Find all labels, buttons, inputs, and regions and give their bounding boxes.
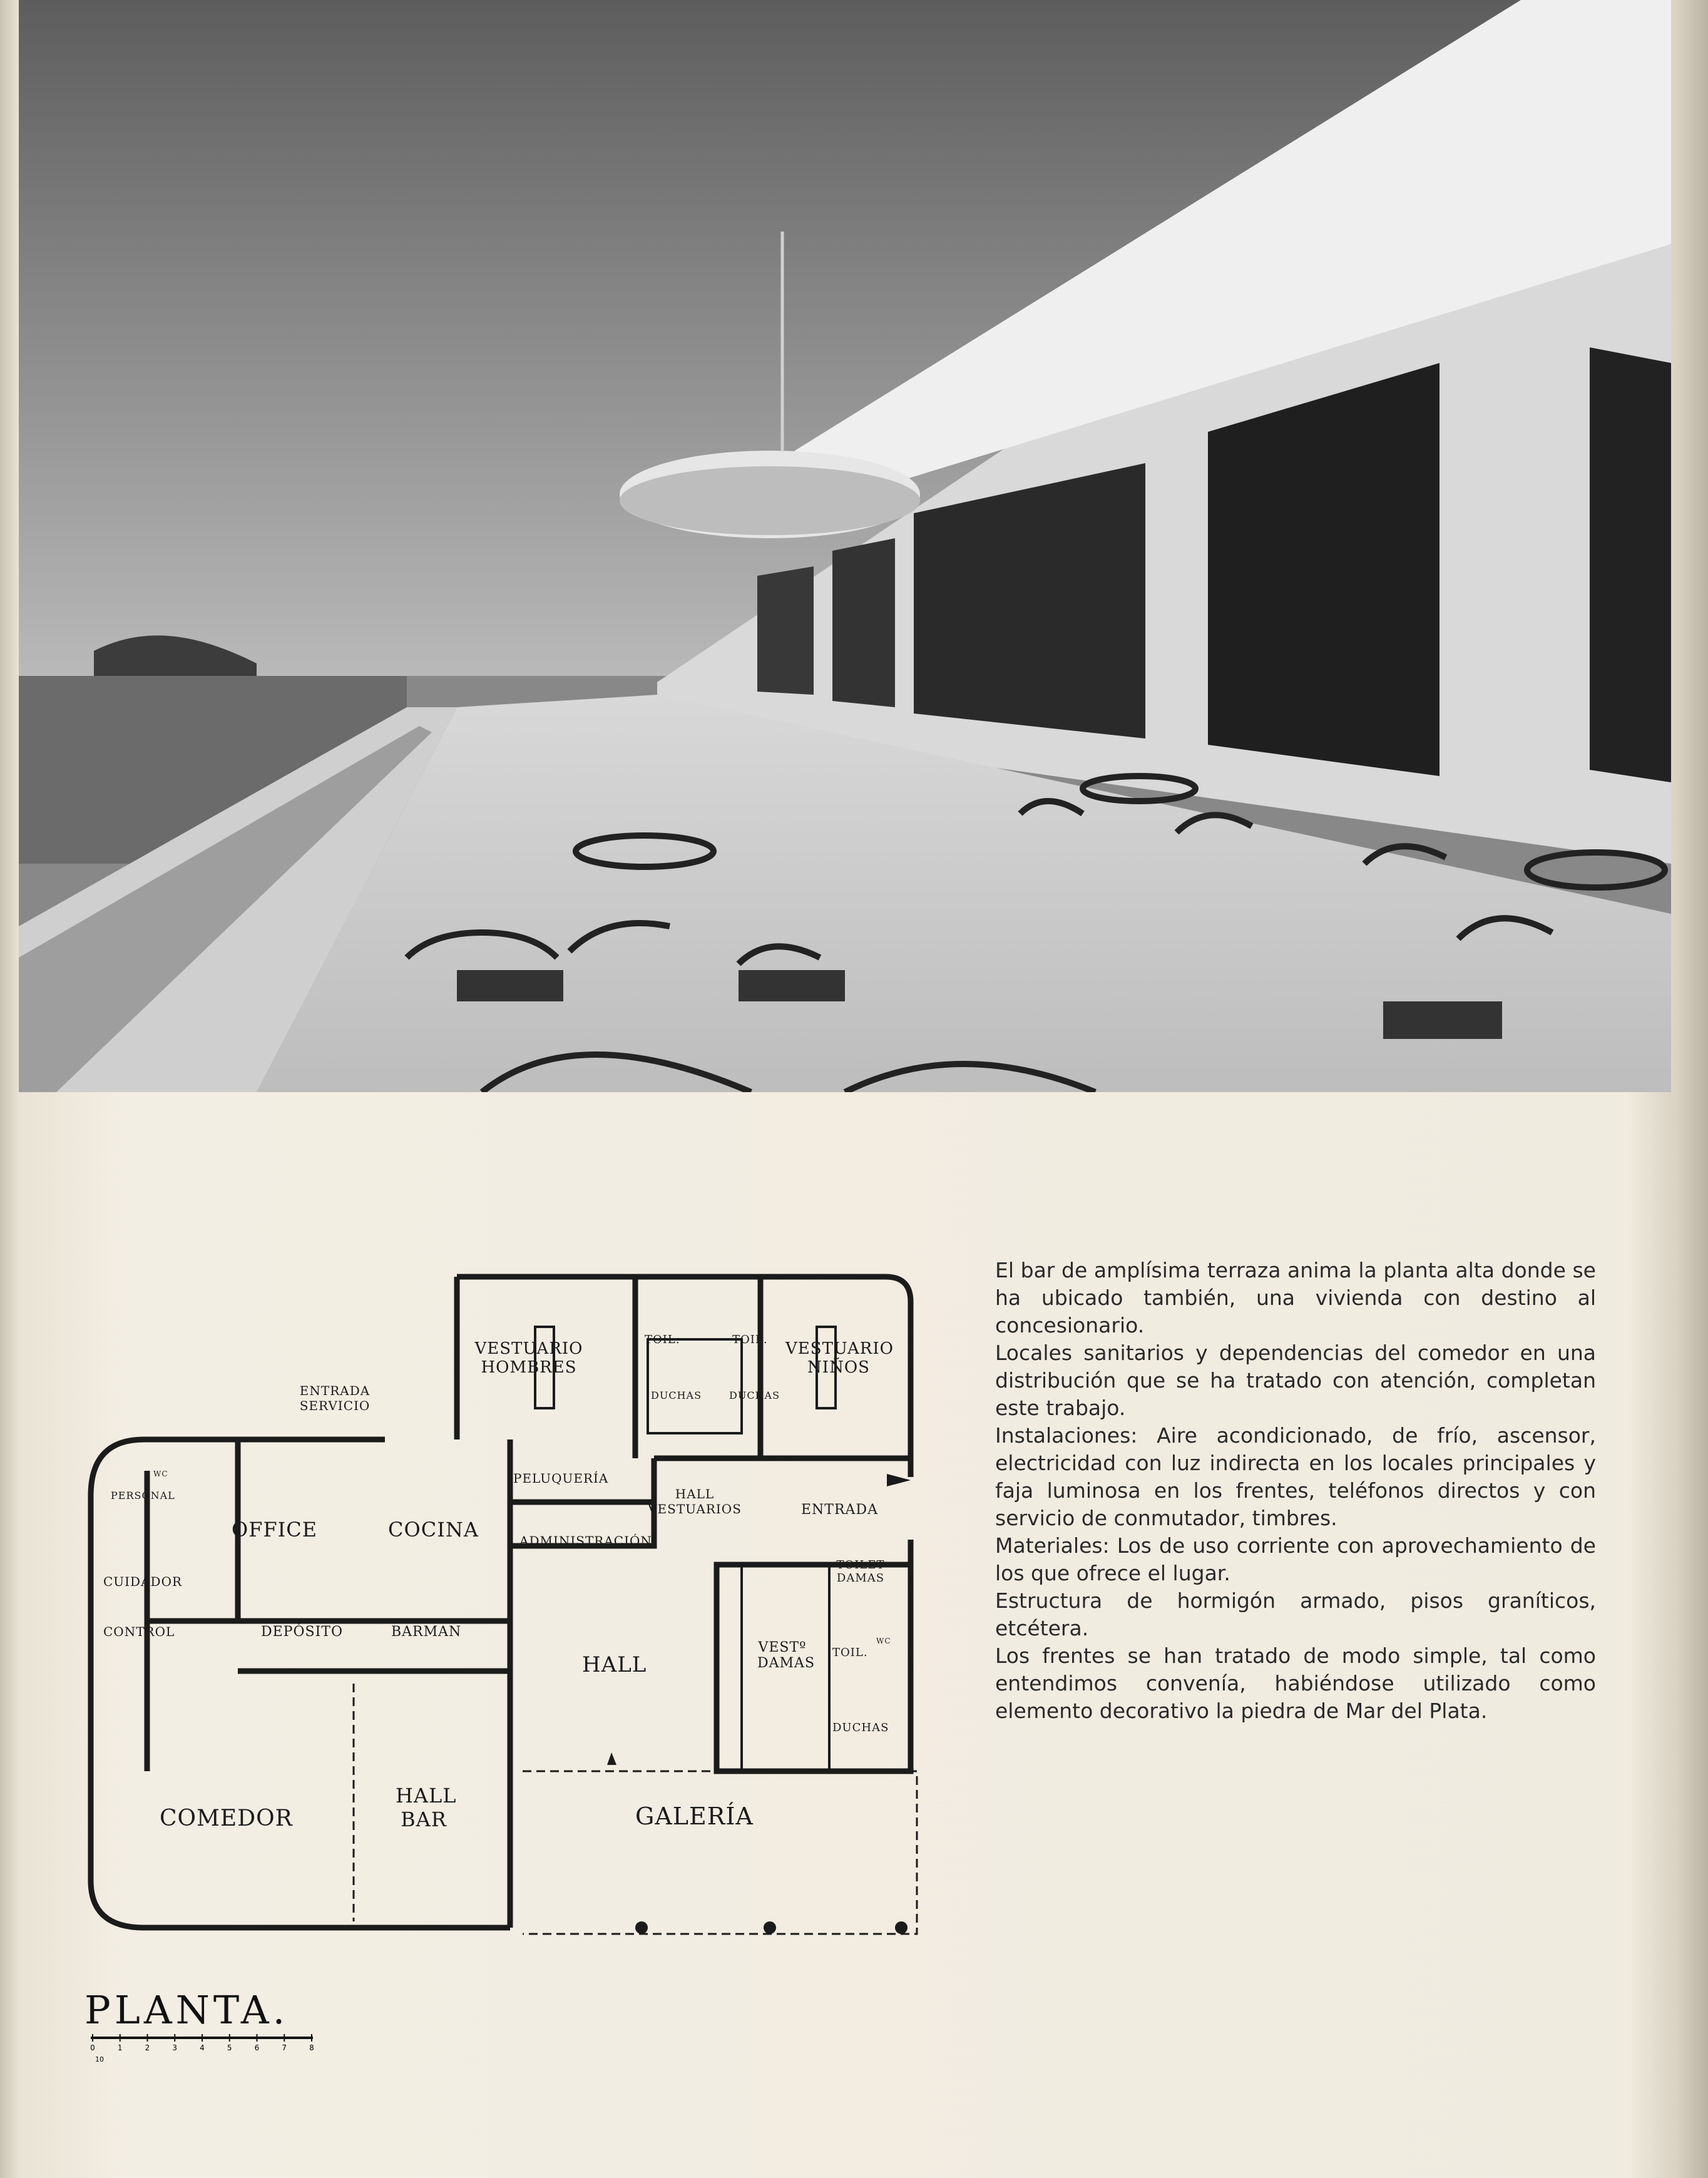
label-toil-1: TOIL. xyxy=(645,1333,680,1346)
label-control: CONTROL xyxy=(103,1624,175,1639)
scale-tick-label: 2 xyxy=(145,2043,150,2052)
label-deposito: DEPÓSITO xyxy=(261,1624,344,1640)
scale-tick-label: 8 xyxy=(309,2043,314,2052)
label-wc-2: WC xyxy=(876,1637,891,1645)
label-toilet-damas: TOILET DAMAS xyxy=(836,1558,885,1585)
label-office: OFFICE xyxy=(232,1518,318,1541)
label-cocina: COCINA xyxy=(388,1518,479,1541)
label-toil-3: TOIL. xyxy=(832,1646,868,1659)
paragraph: Materiales: Los de uso corriente con aprovechamiento de los que ofrece el lugar. xyxy=(995,1533,1596,1585)
paragraph: Los frentes se han tratado de modo simple, tal como entendimos convenía, habiéndose utilizado como elemento decorativo la piedra de Mar del Plata. xyxy=(995,1644,1596,1723)
label-galeria: GALERÍA xyxy=(635,1802,754,1830)
paragraph: Estructura de hormigón armado, pisos graníticos, etcétera. xyxy=(995,1588,1596,1640)
label-cuidador: CUIDADOR xyxy=(103,1574,183,1589)
scale-tick-label: 7 xyxy=(282,2043,287,2052)
label-barman: BARMAN xyxy=(391,1624,462,1640)
label-toil-2: TOIL. xyxy=(732,1333,768,1346)
scale-tick-label: 0 xyxy=(90,2043,95,2052)
label-vestuario-ninos: VESTUARIO NIÑOS xyxy=(785,1339,894,1377)
scale-tick-label: 3 xyxy=(172,2043,178,2052)
label-hall-bar: HALL BAR xyxy=(396,1784,457,1831)
paragraph: El bar de amplísima terraza anima la planta alta donde se ha ubicado también, una vivienda con destino al concesionario. xyxy=(995,1258,1596,1337)
label-vestuario-hombres: VESTUARIO HOMBRES xyxy=(474,1339,583,1377)
terrace-photo xyxy=(19,0,1671,1092)
scale-tick-label: 1 xyxy=(117,2043,123,2052)
article-text xyxy=(995,1257,1596,1725)
scale-tick-label: 5 xyxy=(227,2043,232,2052)
label-administracion: ADMINISTRACIÓN xyxy=(519,1533,652,1548)
label-vest-damas: VESTº DAMAS xyxy=(757,1640,816,1671)
scale-unit-label: 10 xyxy=(95,2055,104,2063)
floor-plan xyxy=(84,1270,926,1946)
label-duchas-1: DUCHAS xyxy=(651,1389,702,1401)
scale-tick-label: 6 xyxy=(254,2043,260,2052)
label-hall: HALL xyxy=(582,1652,647,1677)
label-wc-1: WC xyxy=(153,1470,168,1478)
label-entrada: ENTRADA xyxy=(801,1502,878,1518)
label-personal: PERSONAL xyxy=(111,1490,175,1501)
scale-tick-label: 4 xyxy=(200,2043,205,2052)
label-peluqueria: PELUQUERÍA xyxy=(513,1471,609,1486)
scale-bar xyxy=(88,2033,316,2064)
label-entrada-servicio: ENTRADA SERVICIO xyxy=(299,1383,371,1413)
paragraph: Instalaciones: Aire acondicionado, de frío, ascensor, electricidad con luz indirecta en los locales principales y faja luminosa en los frentes, teléfonos directos y con servicio de conmutador, timbres. xyxy=(995,1423,1596,1530)
label-duchas-2: DUCHAS xyxy=(729,1389,780,1401)
plan-title: PLANTA. xyxy=(84,1987,289,2033)
label-hall-vestuarios: HALL VESTUARIOS xyxy=(648,1486,742,1516)
paragraph: Locales sanitarios y dependencias del comedor en una distribución que se ha tratado con atención, completan este trabajo. xyxy=(995,1341,1596,1420)
label-comedor: COMEDOR xyxy=(160,1806,293,1831)
label-duchas-3: DUCHAS xyxy=(832,1721,889,1734)
